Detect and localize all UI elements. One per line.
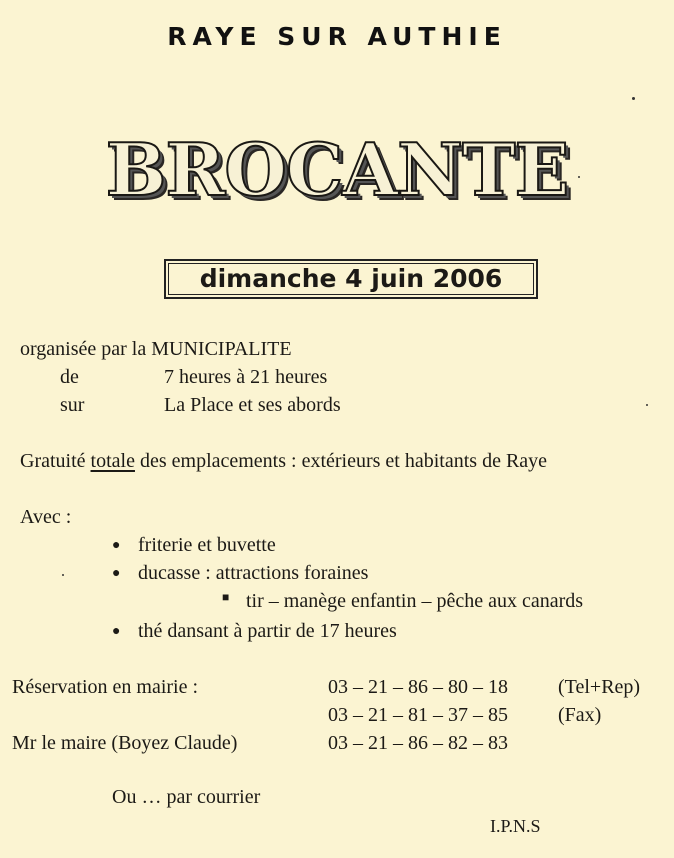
activities-intro: Avec :: [20, 506, 72, 528]
gratuity-text-before: Gratuité: [20, 450, 91, 472]
mail-line: Ou … par courrier: [112, 786, 261, 808]
reservation-label: Réservation en mairie :: [12, 676, 199, 698]
scan-speck: [62, 574, 64, 576]
bullet-icon: ●: [112, 624, 121, 639]
mayor-phone: 03 – 21 – 86 – 82 – 83: [328, 732, 508, 754]
gratuity-line: [20, 450, 547, 473]
scan-speck: [578, 176, 580, 178]
event-date: dimanche 4 juin 2006: [164, 259, 538, 299]
scan-speck: [632, 97, 635, 100]
scan-speck: [646, 404, 648, 406]
ipns-mention: I.P.N.S: [490, 816, 541, 836]
fax-note: (Fax): [558, 704, 602, 726]
organiser-line: organisée par la MUNICIPALITE: [20, 338, 292, 360]
activity-item: thé dansant à partir de 17 heures: [138, 620, 397, 642]
phone-note: (Tel+Rep): [558, 676, 641, 698]
phone-number: 03 – 21 – 86 – 80 – 18: [328, 676, 508, 698]
bullet-icon: ●: [112, 538, 121, 553]
hours-label: de: [60, 366, 79, 388]
activity-subitem: tir – manège enfantin – pêche aux canards: [246, 590, 584, 612]
gratuity-underlined-word: totale: [90, 450, 135, 472]
activity-item: friterie et buvette: [138, 534, 276, 556]
hours-value: 7 heures à 21 heures: [164, 366, 328, 388]
square-bullet-icon: ■: [222, 590, 230, 604]
place-label: sur: [60, 394, 85, 416]
brocante-title: BROCANTE: [105, 127, 569, 212]
activity-item: ducasse : attractions foraines: [138, 562, 369, 584]
place-value: La Place et ses abords: [164, 394, 341, 416]
bullet-icon: ●: [112, 566, 121, 581]
town-heading: RAYE SUR AUTHIE: [167, 22, 507, 51]
mayor-label: Mr le maire (Boyez Claude): [12, 732, 238, 754]
gratuity-text-after: des emplacements : extérieurs et habitants de Raye: [134, 450, 548, 472]
fax-number: 03 – 21 – 81 – 37 – 85: [328, 704, 508, 726]
